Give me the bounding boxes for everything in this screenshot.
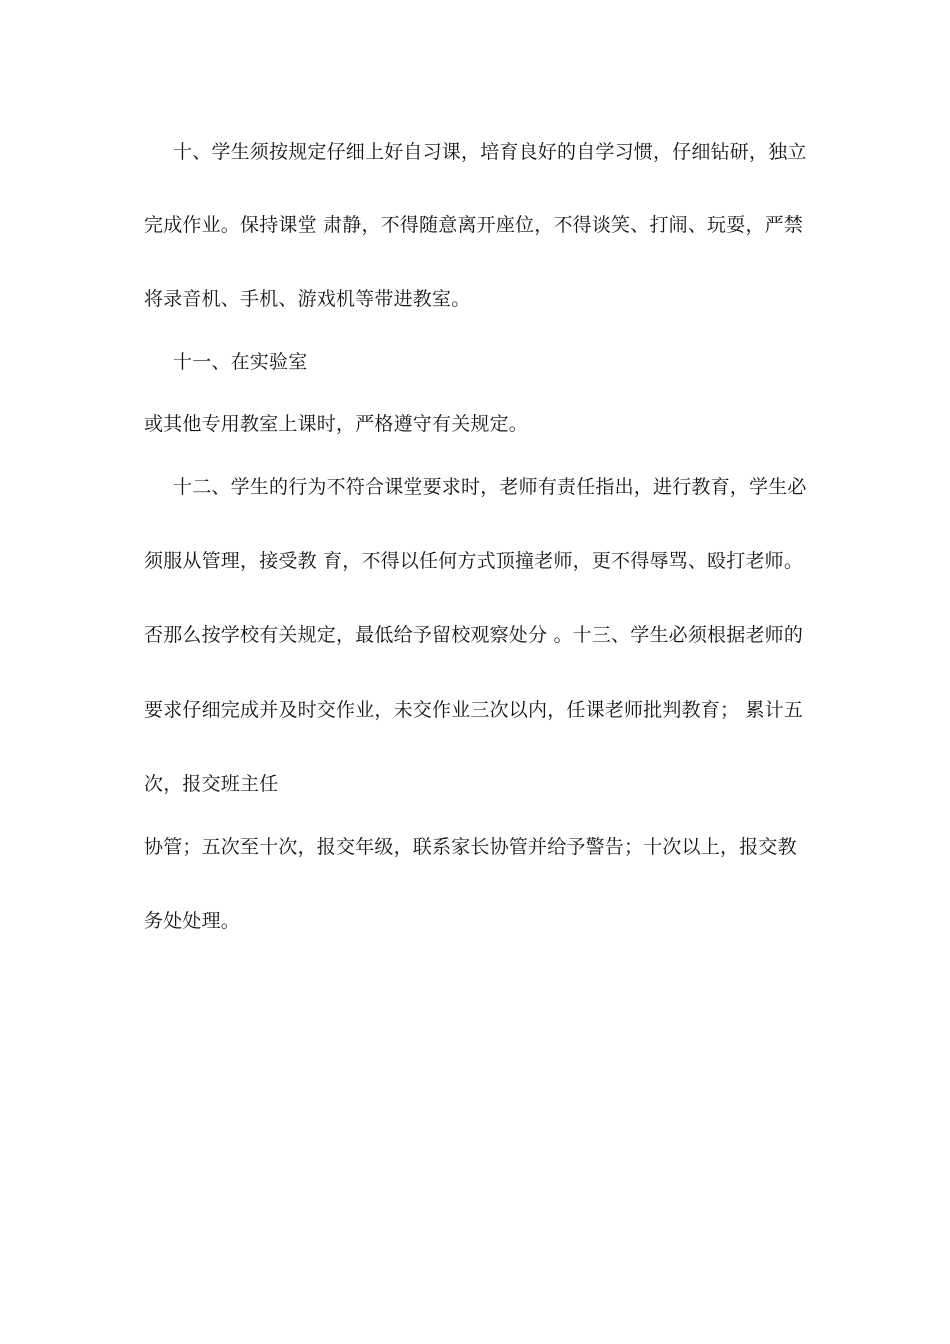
paragraph-12-line-3: 否那么按学校有关规定，最低给予留校观察处分 。十三、学生必须根据老师的 [144, 624, 804, 646]
paragraph-11-line-1: 十一、在实验室 [173, 351, 308, 373]
paragraph-13-line-1: 要求仔细完成并及时交作业，未交作业三次以内，任课老师批判教育； 累计五 [144, 699, 804, 721]
paragraph-10-line-3: 将录音机、手机、游戏机等带进教室。 [144, 288, 471, 310]
paragraph-13-line-3: 协管；五次至十次，报交年级，联系家长协管并给予警告；十次以上，报交教 [144, 836, 797, 858]
paragraph-12-line-1: 十二、学生的行为不符合课堂要求时，老师有责任指出，进行教育，学生必 [173, 476, 807, 498]
paragraph-13-line-2: 次，报交班主任 [144, 773, 279, 795]
paragraph-10-line-1: 十、学生须按规定仔细上好自习课，培育良好的自学习惯，仔细钻研，独立 [173, 141, 807, 163]
paragraph-10-line-2: 完成作业。保持课堂 肃静，不得随意离开座位，不得谈笑、打闹、玩耍，严禁 [144, 214, 804, 236]
paragraph-12-line-2: 须服从管理，接受教 育，不得以任何方式顶撞老师，更不得辱骂、殴打老师。 [144, 550, 804, 572]
paragraph-11-line-2: 或其他专用教室上课时，严格遵守有关规定。 [144, 413, 529, 435]
paragraph-13-line-4: 务处处理。 [144, 910, 241, 932]
